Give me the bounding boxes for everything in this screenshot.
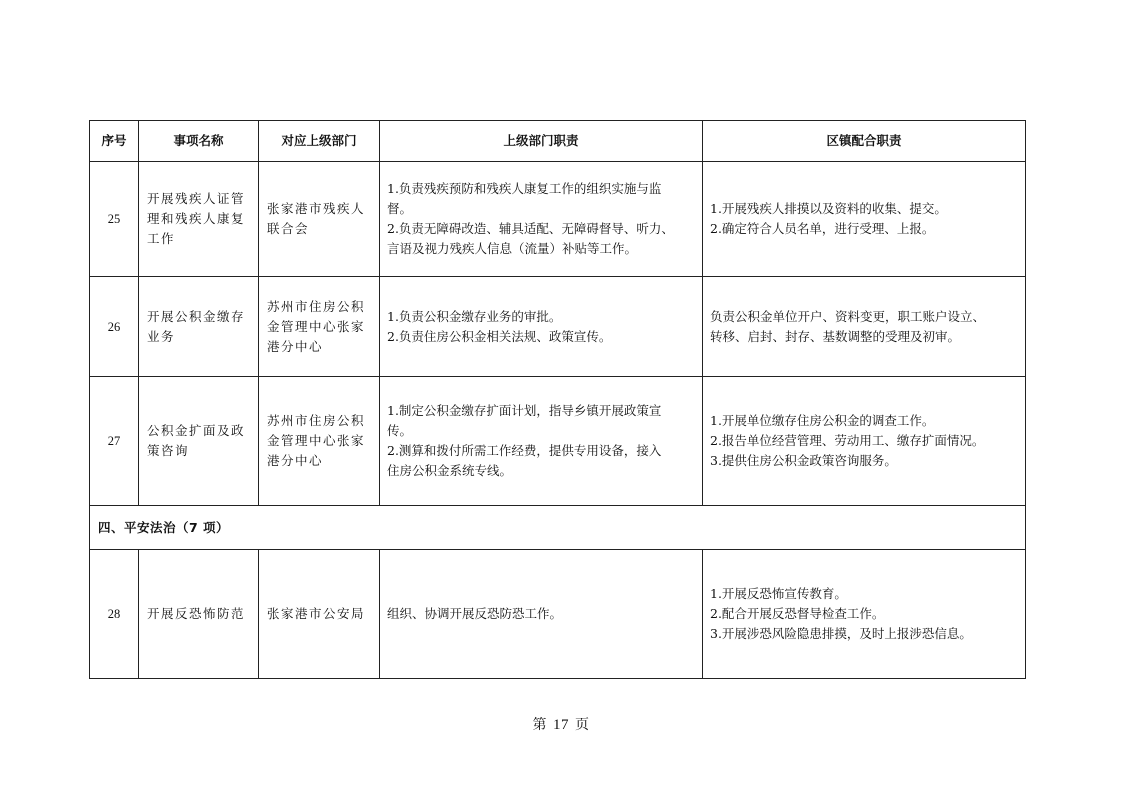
- department-line: 港分中心: [267, 453, 324, 468]
- district-duty-line: 1.开展单位缴存住房公积金的调查工作。: [710, 413, 935, 428]
- item-name-line: 公积金扩面及政: [147, 423, 246, 438]
- upper-duty-line: 2.测算和拨付所需工作经费，提供专用设备，接入: [387, 443, 662, 458]
- table-row: [90, 162, 1026, 277]
- duty-table: [89, 120, 1026, 679]
- item-name-line: 理和残疾人康复: [147, 211, 246, 226]
- item-name-line: 开展残疾人证管: [147, 191, 246, 206]
- department-cell: [259, 277, 380, 377]
- upper-duty-line: 1.负责公积金缴存业务的审批。: [387, 308, 562, 324]
- table-row: [90, 377, 1026, 506]
- upper-duty-cell: [380, 377, 703, 506]
- row-number: 25: [90, 162, 139, 277]
- item-name-line: 业务: [147, 328, 176, 344]
- department-line: 联合会: [267, 221, 310, 236]
- header-upper-duty: 上级部门职责: [380, 121, 703, 162]
- district-duty-line: 3.提供住房公积金政策咨询服务。: [710, 453, 897, 468]
- district-duty-line: 转移、启封、封存、基数调整的受理及初审。: [710, 328, 961, 344]
- table-row: [90, 550, 1026, 679]
- department-cell: [259, 377, 380, 506]
- upper-duty-line: 2.负责无障碍改造、辅具适配、无障碍督导、听力、: [387, 221, 674, 236]
- upper-duty-cell: [380, 162, 703, 277]
- item-name-line: 开展公积金缴存: [147, 308, 246, 324]
- upper-duty-line: 1.制定公积金缴存扩面计划，指导乡镇开展政策宣: [387, 403, 662, 418]
- row-number: 28: [90, 550, 139, 679]
- district-duty-line: 1.开展残疾人排摸以及资料的收集、提交。: [710, 201, 947, 216]
- page-number-prefix: 第: [532, 717, 547, 733]
- upper-duty-line: 督。: [387, 201, 413, 216]
- upper-duty-line: 住房公积金系统专线。: [387, 463, 513, 478]
- upper-duty-cell: [380, 550, 703, 679]
- upper-duty-line: 传。: [387, 423, 413, 438]
- upper-duty-line: 2.负责住房公积金相关法规、政策宣传。: [387, 328, 612, 344]
- item-name-cell: [139, 162, 259, 277]
- table-header-row: [90, 121, 1026, 162]
- upper-duty-line: 1.负责残疾预防和残疾人康复工作的组织实施与监: [387, 181, 662, 196]
- department-cell: [259, 162, 380, 277]
- department-line: 港分中心: [267, 338, 324, 354]
- district-duty-line: 2.确定符合人员名单，进行受理、上报。: [710, 221, 935, 236]
- table-row: [90, 277, 1026, 377]
- department-line: 张家港市残疾人: [267, 201, 366, 216]
- header-item-name: 事项名称: [139, 121, 259, 162]
- row-number: 26: [90, 277, 139, 377]
- upper-duty-line: 组织、协调开展反恐防恐工作。: [387, 606, 563, 621]
- department-line: 苏州市住房公积: [267, 298, 366, 314]
- department-line: 苏州市住房公积: [267, 413, 366, 428]
- row-number: 27: [90, 377, 139, 506]
- district-duty-cell: [703, 377, 1026, 506]
- item-name-cell: [139, 377, 259, 506]
- header-district-duty: 区镇配合职责: [703, 121, 1026, 162]
- page-number-value: 17: [553, 717, 569, 733]
- department-line: 张家港市公安局: [267, 606, 366, 621]
- district-duty-line: 2.配合开展反恐督导检查工作。: [710, 606, 885, 621]
- department-cell: [259, 550, 380, 679]
- district-duty-cell: [703, 162, 1026, 277]
- header-department: 对应上级部门: [259, 121, 380, 162]
- item-name-cell: [139, 277, 259, 377]
- item-name-line: 开展反恐怖防范: [147, 606, 246, 621]
- district-duty-cell: [703, 550, 1026, 679]
- section-title: 四、平安法治（7 项）: [90, 506, 1026, 550]
- item-name-line: 工作: [147, 231, 176, 246]
- upper-duty-line: 言语及视力残疾人信息（流量）补贴等工作。: [387, 241, 638, 256]
- department-line: 金管理中心张家: [267, 318, 366, 334]
- page-number: [0, 714, 1122, 734]
- department-line: 金管理中心张家: [267, 433, 366, 448]
- item-name-cell: [139, 550, 259, 679]
- section-row: [90, 506, 1026, 550]
- item-name-line: 策咨询: [147, 443, 190, 458]
- district-duty-line: 1.开展反恐怖宣传教育。: [710, 586, 847, 601]
- header-no: 序号: [90, 121, 139, 162]
- district-duty-line: 2.报告单位经营管理、劳动用工、缴存扩面情况。: [710, 433, 985, 448]
- district-duty-cell: [703, 277, 1026, 377]
- upper-duty-cell: [380, 277, 703, 377]
- district-duty-line: 负责公积金单位开户、资料变更，职工账户设立、: [710, 308, 986, 324]
- district-duty-line: 3.开展涉恐风险隐患排摸，及时上报涉恐信息。: [710, 626, 972, 641]
- page-number-suffix: 页: [575, 717, 590, 733]
